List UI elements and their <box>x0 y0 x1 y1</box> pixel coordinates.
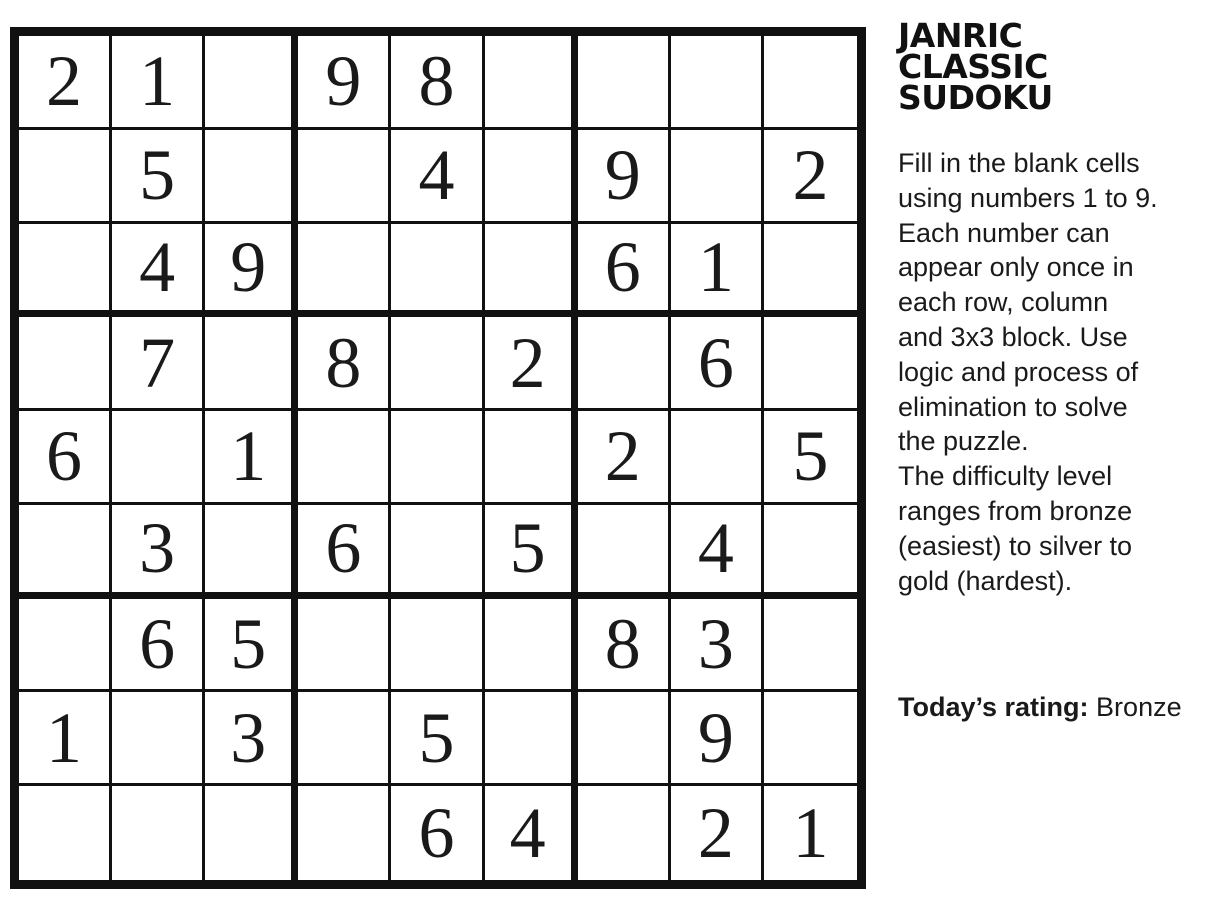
info-panel <box>898 16 1218 598</box>
rating-value: Bronze <box>1096 692 1182 722</box>
instruction-line: appear only once in <box>898 252 1134 283</box>
sudoku-cell-empty[interactable] <box>391 317 484 411</box>
sudoku-cell-empty[interactable] <box>205 130 298 224</box>
sudoku-cell-empty[interactable] <box>19 130 112 224</box>
sudoku-cell-given: 1 <box>112 36 205 130</box>
sudoku-cell-given: 2 <box>19 36 112 130</box>
instruction-line: the puzzle. <box>898 426 1029 457</box>
sudoku-cell-given: 2 <box>764 130 857 224</box>
instruction-line: and 3x3 block. Use <box>898 321 1128 352</box>
sudoku-cell-given: 4 <box>671 505 764 599</box>
sudoku-cell-empty[interactable] <box>298 692 391 786</box>
sudoku-cell-empty[interactable] <box>205 317 298 411</box>
puzzle-title <box>898 16 1218 117</box>
sudoku-cell-given: 8 <box>578 599 671 693</box>
sudoku-cell-empty[interactable] <box>671 411 764 505</box>
instruction-line: logic and process of <box>898 356 1139 387</box>
sudoku-cell-empty[interactable] <box>205 786 298 880</box>
sudoku-cell-empty[interactable] <box>485 411 578 505</box>
sudoku-cell-empty[interactable] <box>671 130 764 224</box>
sudoku-cell-empty[interactable] <box>578 786 671 880</box>
sudoku-cell-given: 7 <box>112 317 205 411</box>
sudoku-cell-empty[interactable] <box>485 36 578 130</box>
sudoku-cell-empty[interactable] <box>112 692 205 786</box>
sudoku-cell-empty[interactable] <box>764 224 857 318</box>
sudoku-cell-empty[interactable] <box>391 599 484 693</box>
sudoku-cell-empty[interactable] <box>391 411 484 505</box>
instruction-line: gold (hardest). <box>898 565 1073 596</box>
sudoku-cell-given: 4 <box>485 786 578 880</box>
sudoku-cell-given: 8 <box>391 36 484 130</box>
sudoku-cell-given: 5 <box>112 130 205 224</box>
sudoku-cell-empty[interactable] <box>485 599 578 693</box>
sudoku-cell-empty[interactable] <box>578 317 671 411</box>
sudoku-cell-empty[interactable] <box>298 599 391 693</box>
sudoku-cell-given: 2 <box>578 411 671 505</box>
sudoku-cell-empty[interactable] <box>485 224 578 318</box>
sudoku-cell-given: 9 <box>205 224 298 318</box>
instruction-line: Each number can <box>898 217 1110 248</box>
sudoku-cell-empty[interactable] <box>485 692 578 786</box>
sudoku-cell-given: 5 <box>764 411 857 505</box>
sudoku-cell-empty[interactable] <box>764 36 857 130</box>
sudoku-cell-given: 6 <box>391 786 484 880</box>
sudoku-cell-empty[interactable] <box>671 36 764 130</box>
sudoku-cell-empty[interactable] <box>205 36 298 130</box>
instruction-line: elimination to solve <box>898 391 1128 422</box>
sudoku-cell-empty[interactable] <box>764 505 857 599</box>
sudoku-cell-given: 1 <box>671 224 764 318</box>
sudoku-cell-given: 9 <box>578 130 671 224</box>
sudoku-cell-given: 4 <box>391 130 484 224</box>
sudoku-cell-empty[interactable] <box>112 786 205 880</box>
sudoku-cell-empty[interactable] <box>764 692 857 786</box>
title-line: JANRIC <box>898 16 1023 55</box>
rating-label: Today’s rating: <box>898 692 1089 722</box>
sudoku-cell-given: 5 <box>205 599 298 693</box>
sudoku-cell-empty[interactable] <box>112 411 205 505</box>
sudoku-cell-given: 6 <box>578 224 671 318</box>
sudoku-cell-empty[interactable] <box>19 317 112 411</box>
sudoku-cell-given: 6 <box>298 505 391 599</box>
sudoku-cell-empty[interactable] <box>298 411 391 505</box>
sudoku-cell-empty[interactable] <box>578 692 671 786</box>
title-line: SUDOKU <box>898 78 1053 117</box>
sudoku-cell-empty[interactable] <box>485 130 578 224</box>
sudoku-cell-given: 5 <box>485 505 578 599</box>
sudoku-cell-given: 6 <box>19 411 112 505</box>
sudoku-cell-empty[interactable] <box>764 317 857 411</box>
sudoku-cell-given: 4 <box>112 224 205 318</box>
sudoku-cell-given: 2 <box>485 317 578 411</box>
instruction-line: The difficulty level <box>898 461 1113 492</box>
sudoku-cell-given: 6 <box>671 317 764 411</box>
sudoku-grid <box>10 27 866 889</box>
title-line: CLASSIC <box>898 47 1048 86</box>
sudoku-cell-empty[interactable] <box>298 224 391 318</box>
difficulty-rating <box>898 690 1182 724</box>
sudoku-cell-empty[interactable] <box>391 224 484 318</box>
instruction-line: ranges from bronze <box>898 495 1133 526</box>
sudoku-cell-given: 1 <box>19 692 112 786</box>
sudoku-cell-empty[interactable] <box>298 130 391 224</box>
sudoku-cell-empty[interactable] <box>19 505 112 599</box>
sudoku-cell-given: 1 <box>205 411 298 505</box>
instruction-line: (easiest) to silver to <box>898 530 1133 561</box>
sudoku-cell-empty[interactable] <box>205 505 298 599</box>
sudoku-cell-empty[interactable] <box>764 599 857 693</box>
sudoku-cell-empty[interactable] <box>578 505 671 599</box>
sudoku-cell-given: 3 <box>205 692 298 786</box>
sudoku-cell-given: 6 <box>112 599 205 693</box>
sudoku-cell-given: 1 <box>792 793 829 874</box>
instruction-line: Fill in the blank cells <box>898 148 1140 178</box>
sudoku-cell-empty[interactable] <box>298 786 391 880</box>
sudoku-cell-empty[interactable] <box>19 599 112 693</box>
sudoku-cell-given: 8 <box>298 317 391 411</box>
sudoku-cell-empty[interactable] <box>19 224 112 318</box>
sudoku-cell-empty[interactable] <box>578 36 671 130</box>
sudoku-cell-given: 2 <box>671 786 764 880</box>
instruction-line: each row, column <box>898 287 1109 318</box>
instruction-line: using numbers 1 to 9. <box>898 182 1158 213</box>
sudoku-cell-empty[interactable] <box>391 505 484 599</box>
sudoku-cell-given: 3 <box>112 505 205 599</box>
sudoku-cell-empty[interactable] <box>19 786 112 880</box>
sudoku-cell-given: 3 <box>671 599 764 693</box>
instructions <box>898 146 1198 598</box>
sudoku-cell-given: 9 <box>671 692 764 786</box>
sudoku-cell-given: 9 <box>298 36 391 130</box>
sudoku-cell-given: 5 <box>391 692 484 786</box>
